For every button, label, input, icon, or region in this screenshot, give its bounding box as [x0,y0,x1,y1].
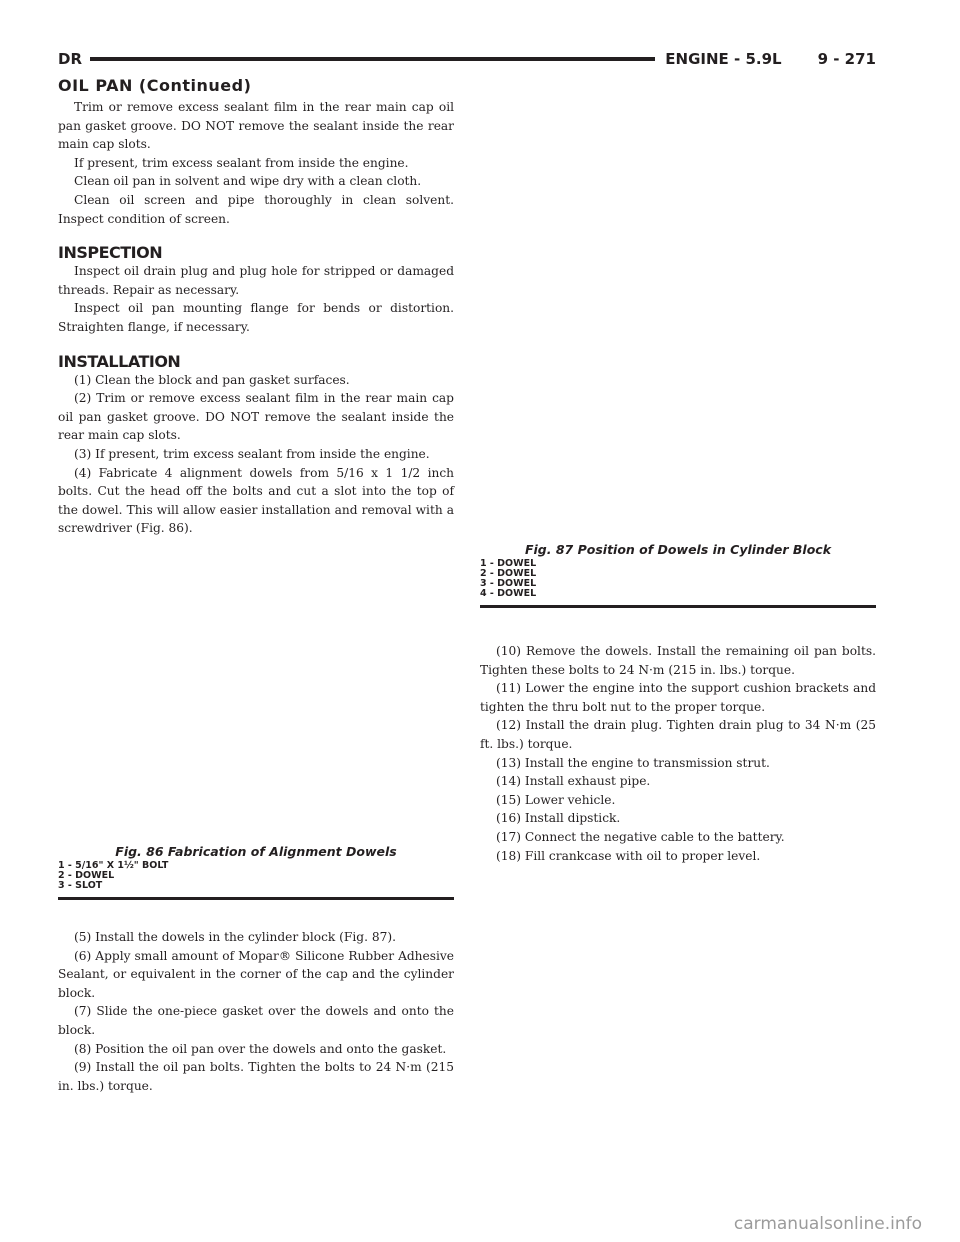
header-section: ENGINE - 5.9L [665,50,782,68]
figure-87-legend [480,559,876,599]
header-rule [90,57,655,61]
installation-step: (4) Fabricate 4 alignment dowels from 5/16 x 1 1/2 inch bolts. Cut the head off the bolts and cut a slot into the top of the dowel. This will allow easier installation and removal with a screwdriver (Fig. 86). [58,465,454,536]
paragraph: If present, trim excess sealant from inside the engine. [74,155,409,170]
legend-item: 1 - DOWEL [480,558,537,569]
legend-item: 3 - SLOT [58,880,103,891]
legend-item: 3 - DOWEL [480,578,537,589]
figure-87-illustration [480,80,876,542]
figure-86-illustration [58,636,454,844]
right-column [480,642,876,865]
page-header [58,46,876,72]
installation-step: (2) Trim or remove excess sealant film in the rear main cap oil pan gasket groove. DO NOT remove the sealant inside the rear main cap slots. [58,391,454,443]
installation-heading: INSTALLATION [58,351,181,371]
watermark-link[interactable]: carmanualsonline.info [733,1214,922,1234]
header-model: DR [58,50,83,68]
figure-87-caption: Fig. 87 Position of Dowels in Cylinder Block [524,542,832,557]
installation-step: (13) Install the engine to transmission strut. [496,755,770,770]
inspection-heading: INSPECTION [58,243,163,263]
left-column-continued [58,928,454,1095]
installation-step: (12) Install the drain plug. Tighten drain plug to 34 N·m (25 ft. lbs.) torque. [480,718,876,751]
paragraph: Trim or remove excess sealant film in the rear main cap oil pan gasket groove. DO NOT remove the sealant inside the rear main cap slots. [58,100,454,152]
paragraph: Inspect oil drain plug and plug hole for stripped or damaged threads. Repair as necessary. [58,264,454,297]
installation-step: (10) Remove the dowels. Install the remaining oil pan bolts. Tighten these bolts to 24 N·m (215 in. lbs.) torque. [480,644,876,677]
paragraph: Clean oil screen and pipe thoroughly in clean solvent. Inspect condition of screen. [58,192,454,226]
header-page-number: 9 - 271 [817,50,876,68]
installation-step: (11) Lower the engine into the support cushion brackets and tighten the thru bolt nut to the proper torque. [480,681,876,714]
installation-step: (15) Lower vehicle. [496,792,616,807]
installation-step: (17) Connect the negative cable to the battery. [496,829,785,844]
installation-step: (16) Install dipstick. [496,811,621,826]
section-continued-title: OIL PAN (Continued) [58,76,252,95]
left-column [58,98,454,538]
installation-step: (1) Clean the block and pan gasket surfaces. [74,372,350,387]
legend-item: 1 - 5/16" X 1½" BOLT [58,860,169,871]
installation-step: (6) Apply small amount of Mopar® Silicone Rubber Adhesive Sealant, or equivalent in the corner of the cap and the cylinder block. [58,948,454,1000]
figure-87-rule [480,605,876,608]
installation-step: (3) If present, trim excess sealant from inside the engine. [74,446,430,461]
figure-86-legend [58,861,454,891]
figure-86 [58,636,454,900]
legend-item: 2 - DOWEL [480,568,537,579]
installation-step: (14) Install exhaust pipe. [496,774,651,789]
figure-86-rule [58,897,454,900]
installation-step: (8) Position the oil pan over the dowels and onto the gasket. [74,1041,447,1056]
paragraph: Inspect oil pan mounting flange for bends or distortion. Straighten flange, if necessary. [58,301,454,334]
paragraph: Clean oil pan in solvent and wipe dry with a clean cloth. [74,174,422,189]
figure-86-caption: Fig. 86 Fabrication of Alignment Dowels [115,844,397,859]
installation-step: (7) Slide the one-piece gasket over the dowels and onto the block. [58,1004,454,1037]
legend-item: 2 - DOWEL [58,870,115,881]
installation-step: (18) Fill crankcase with oil to proper level. [496,848,761,863]
installation-step: (9) Install the oil pan bolts. Tighten the bolts to 24 N·m (215 in. lbs.) torque. [58,1060,454,1093]
installation-step: (5) Install the dowels in the cylinder block (Fig. 87). [74,930,396,944]
figure-87 [480,80,876,608]
legend-item: 4 - DOWEL [480,588,537,599]
